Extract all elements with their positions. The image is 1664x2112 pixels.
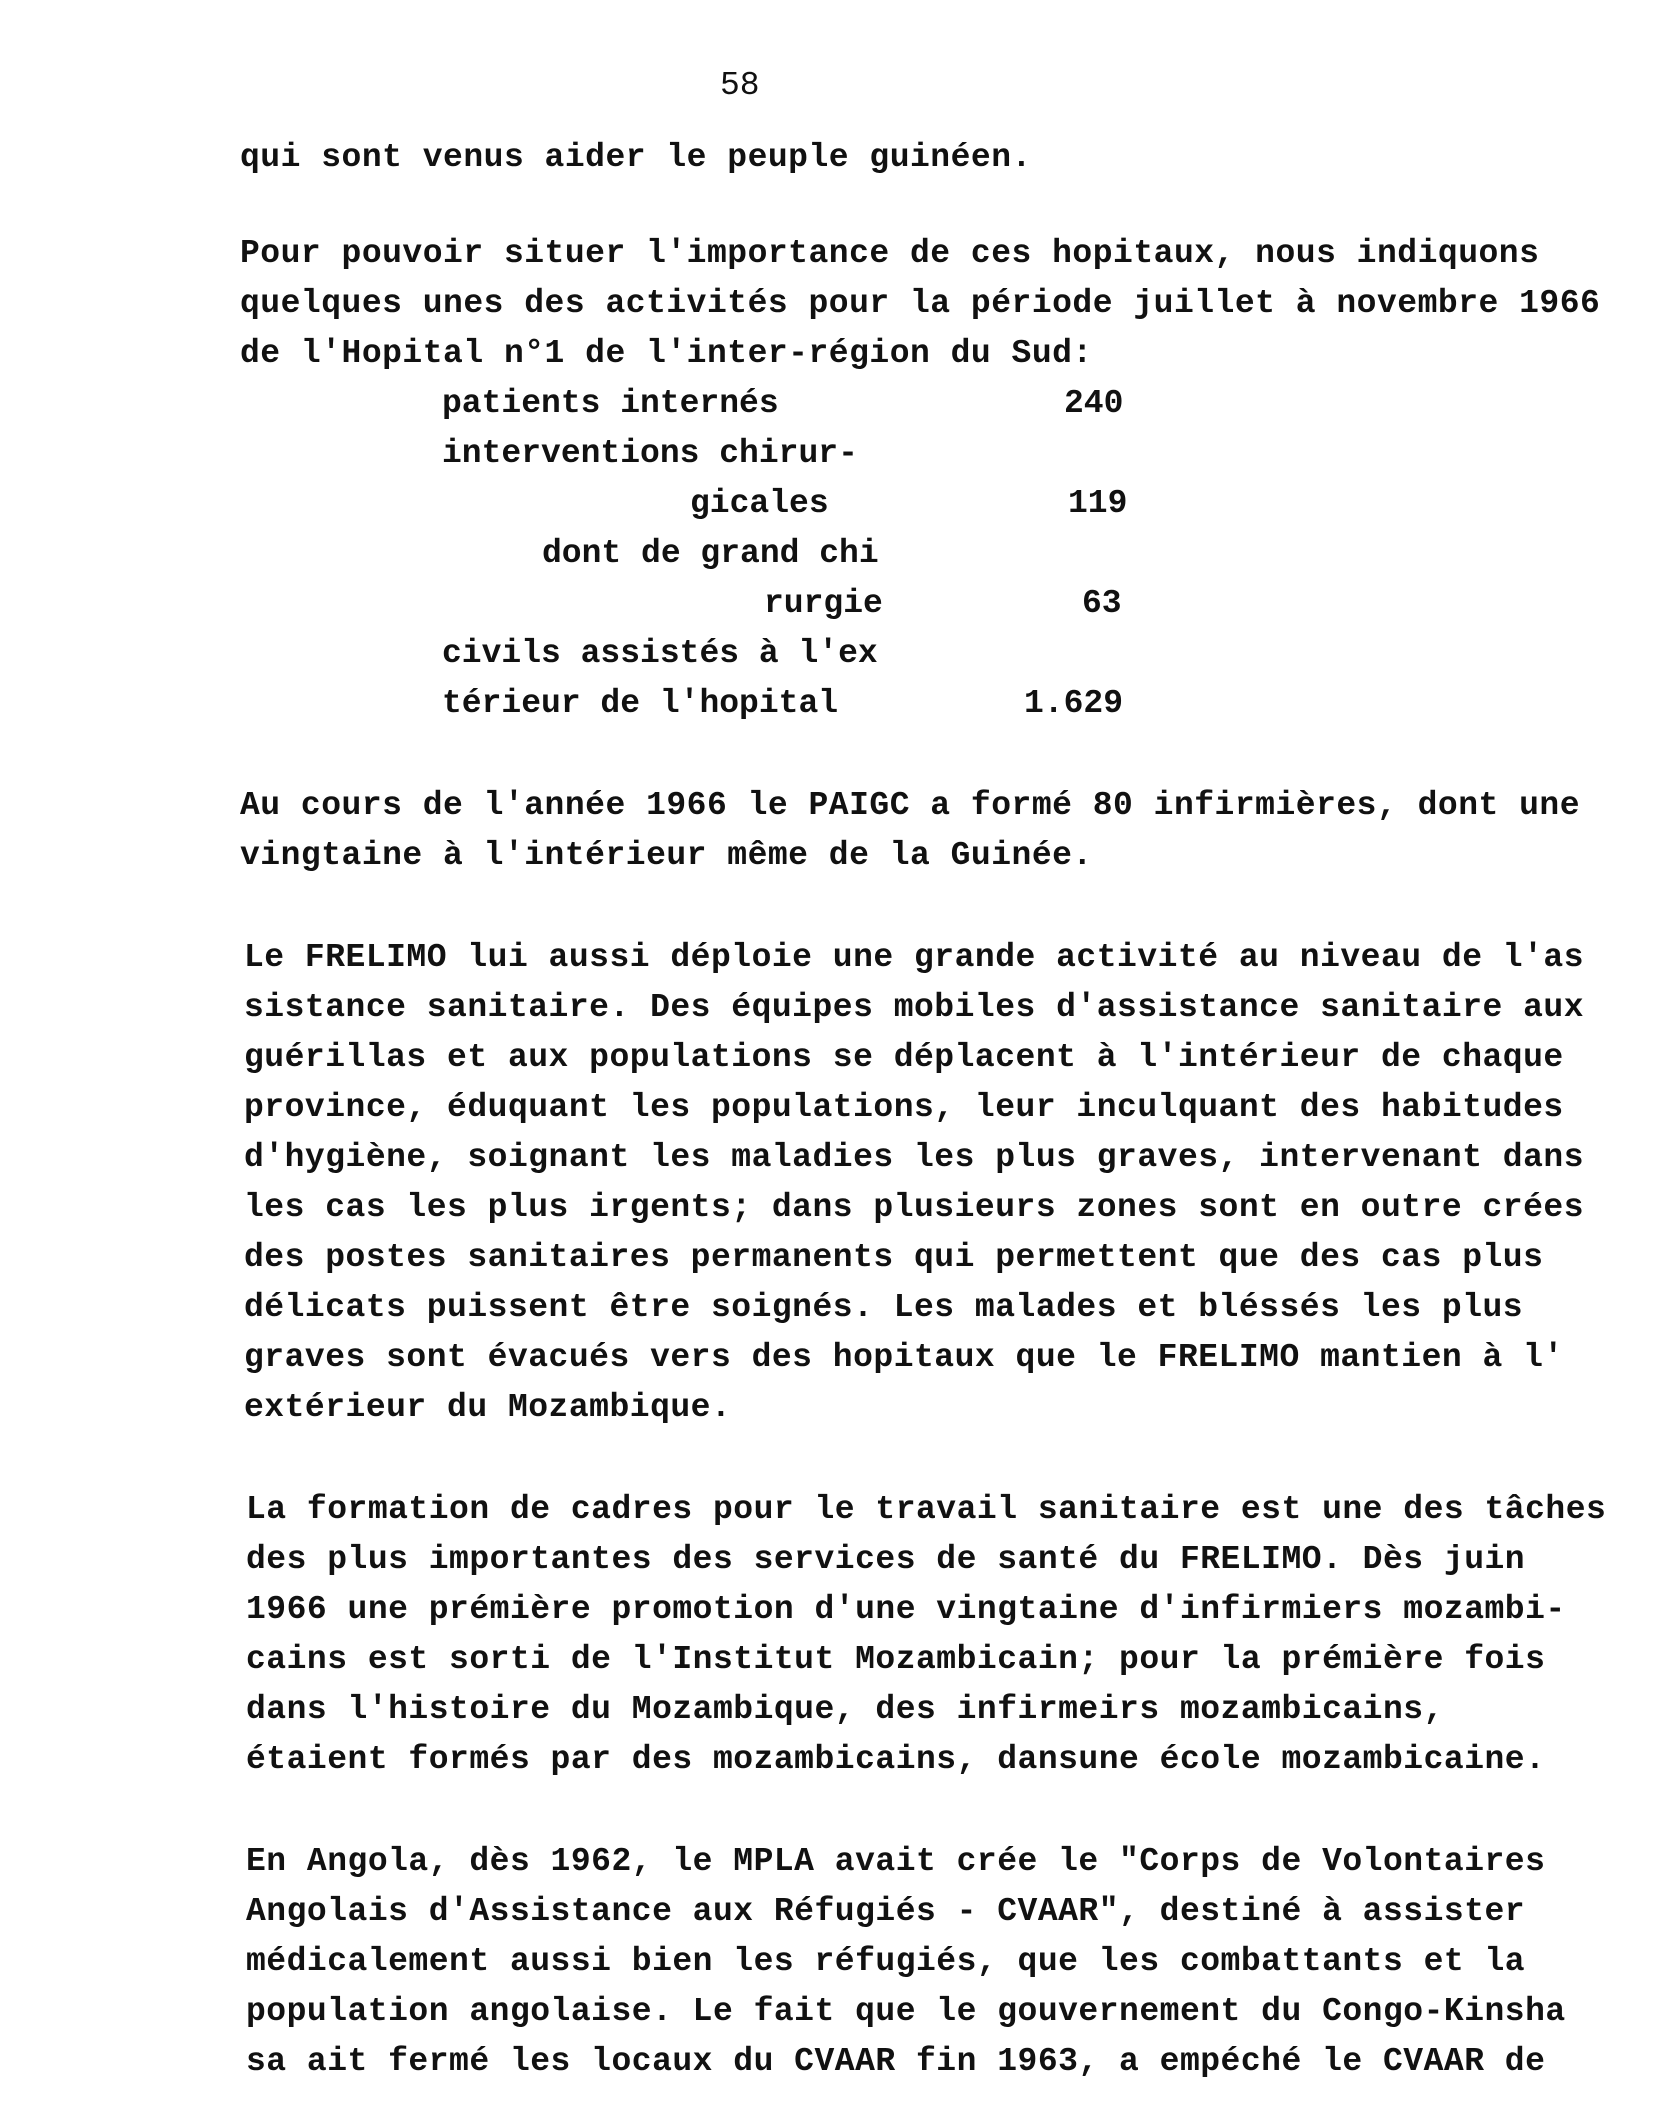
stat-value-grand-chirurgie: 63 (1082, 585, 1122, 622)
paragraph-line: Angolais d'Assistance aux Réfugiés - CVAAR", destiné à assister (246, 1893, 1526, 1930)
stat-label-interventions-cont: gicales (690, 485, 829, 522)
intro-line: qui sont venus aider le peuple guinéen. (240, 139, 1032, 176)
stat-label-interventions: interventions chirur- (442, 435, 858, 472)
paragraph-line: En Angola, dès 1962, le MPLA avait crée le "Corps de Volontaires (246, 1843, 1546, 1880)
paragraph-line: médicalement aussi bien les réfugiés, que les combattants et la (246, 1943, 1526, 1980)
stat-label-patients: patients internés (442, 385, 779, 422)
paragraph-line: délicats puissent être soignés. Les malades et bléssés les plus (244, 1289, 1524, 1326)
paragraph-line: graves sont évacués vers des hopitaux que le FRELIMO mantien à l' (244, 1339, 1564, 1376)
page-number: 58 (720, 67, 760, 104)
paragraph-line: province, éduquant les populations, leur inculquant des habitudes (244, 1089, 1564, 1126)
paragraph-line: extérieur du Mozambique. (244, 1389, 732, 1426)
paragraph-line: Au cours de l'année 1966 le PAIGC a formé 80 infirmières, dont une (240, 787, 1581, 824)
paragraph-line: 1966 une prémière promotion d'une vingtaine d'infirmiers mozambi- (246, 1591, 1566, 1628)
paragraph-line: sa ait fermé les locaux du CVAAR fin 1963, a empéché le CVAAR de (246, 2043, 1546, 2080)
paragraph-line: population angolaise. Le fait que le gouvernement du Congo-Kinsha (246, 1993, 1566, 2030)
paragraph-line: Pour pouvoir situer l'importance de ces hopitaux, nous indiquons (240, 235, 1540, 272)
paragraph-line: La formation de cadres pour le travail sanitaire est une des tâches (246, 1491, 1607, 1528)
stat-label-grand-chirurgie: dont de grand chi (542, 535, 879, 572)
paragraph-line: dans l'histoire du Mozambique, des infirmeirs mozambicains, (246, 1691, 1444, 1728)
stat-label-grand-chirurgie-cont: rurgie (764, 585, 883, 622)
paragraph-line: les cas les plus irgents; dans plusieurs zones sont en outre crées (244, 1189, 1585, 1226)
stat-label-civils: civils assistés à l'ex (442, 635, 878, 672)
paragraph-line: de l'Hopital n°1 de l'inter-région du Sud: (240, 335, 1093, 372)
stat-label-civils-cont: térieur de l'hopital (442, 685, 839, 722)
stat-value-interventions: 119 (1068, 485, 1128, 522)
paragraph-line: Le FRELIMO lui aussi déploie une grande activité au niveau de l'as (244, 939, 1585, 976)
paragraph-line: sistance sanitaire. Des équipes mobiles d'assistance sanitaire aux (244, 989, 1585, 1026)
paragraph-line: des postes sanitaires permanents qui permettent que des cas plus (244, 1239, 1544, 1276)
paragraph-line: cains est sorti de l'Institut Mozambicain; pour la prémière fois (246, 1641, 1546, 1678)
stat-value-civils: 1.629 (1024, 685, 1124, 722)
stat-value-patients: 240 (1064, 385, 1124, 422)
paragraph-line: vingtaine à l'intérieur même de la Guinée. (240, 837, 1093, 874)
paragraph-line: des plus importantes des services de santé du FRELIMO. Dès juin (246, 1541, 1526, 1578)
paragraph-line: étaient formés par des mozambicains, dansune école mozambicaine. (246, 1741, 1546, 1778)
paragraph-line: d'hygiène, soignant les maladies les plus graves, intervenant dans (244, 1139, 1585, 1176)
paragraph-line: quelques unes des activités pour la période juillet à novembre 1966 (240, 285, 1601, 322)
paragraph-line: guérillas et aux populations se déplacent à l'intérieur de chaque (244, 1039, 1564, 1076)
